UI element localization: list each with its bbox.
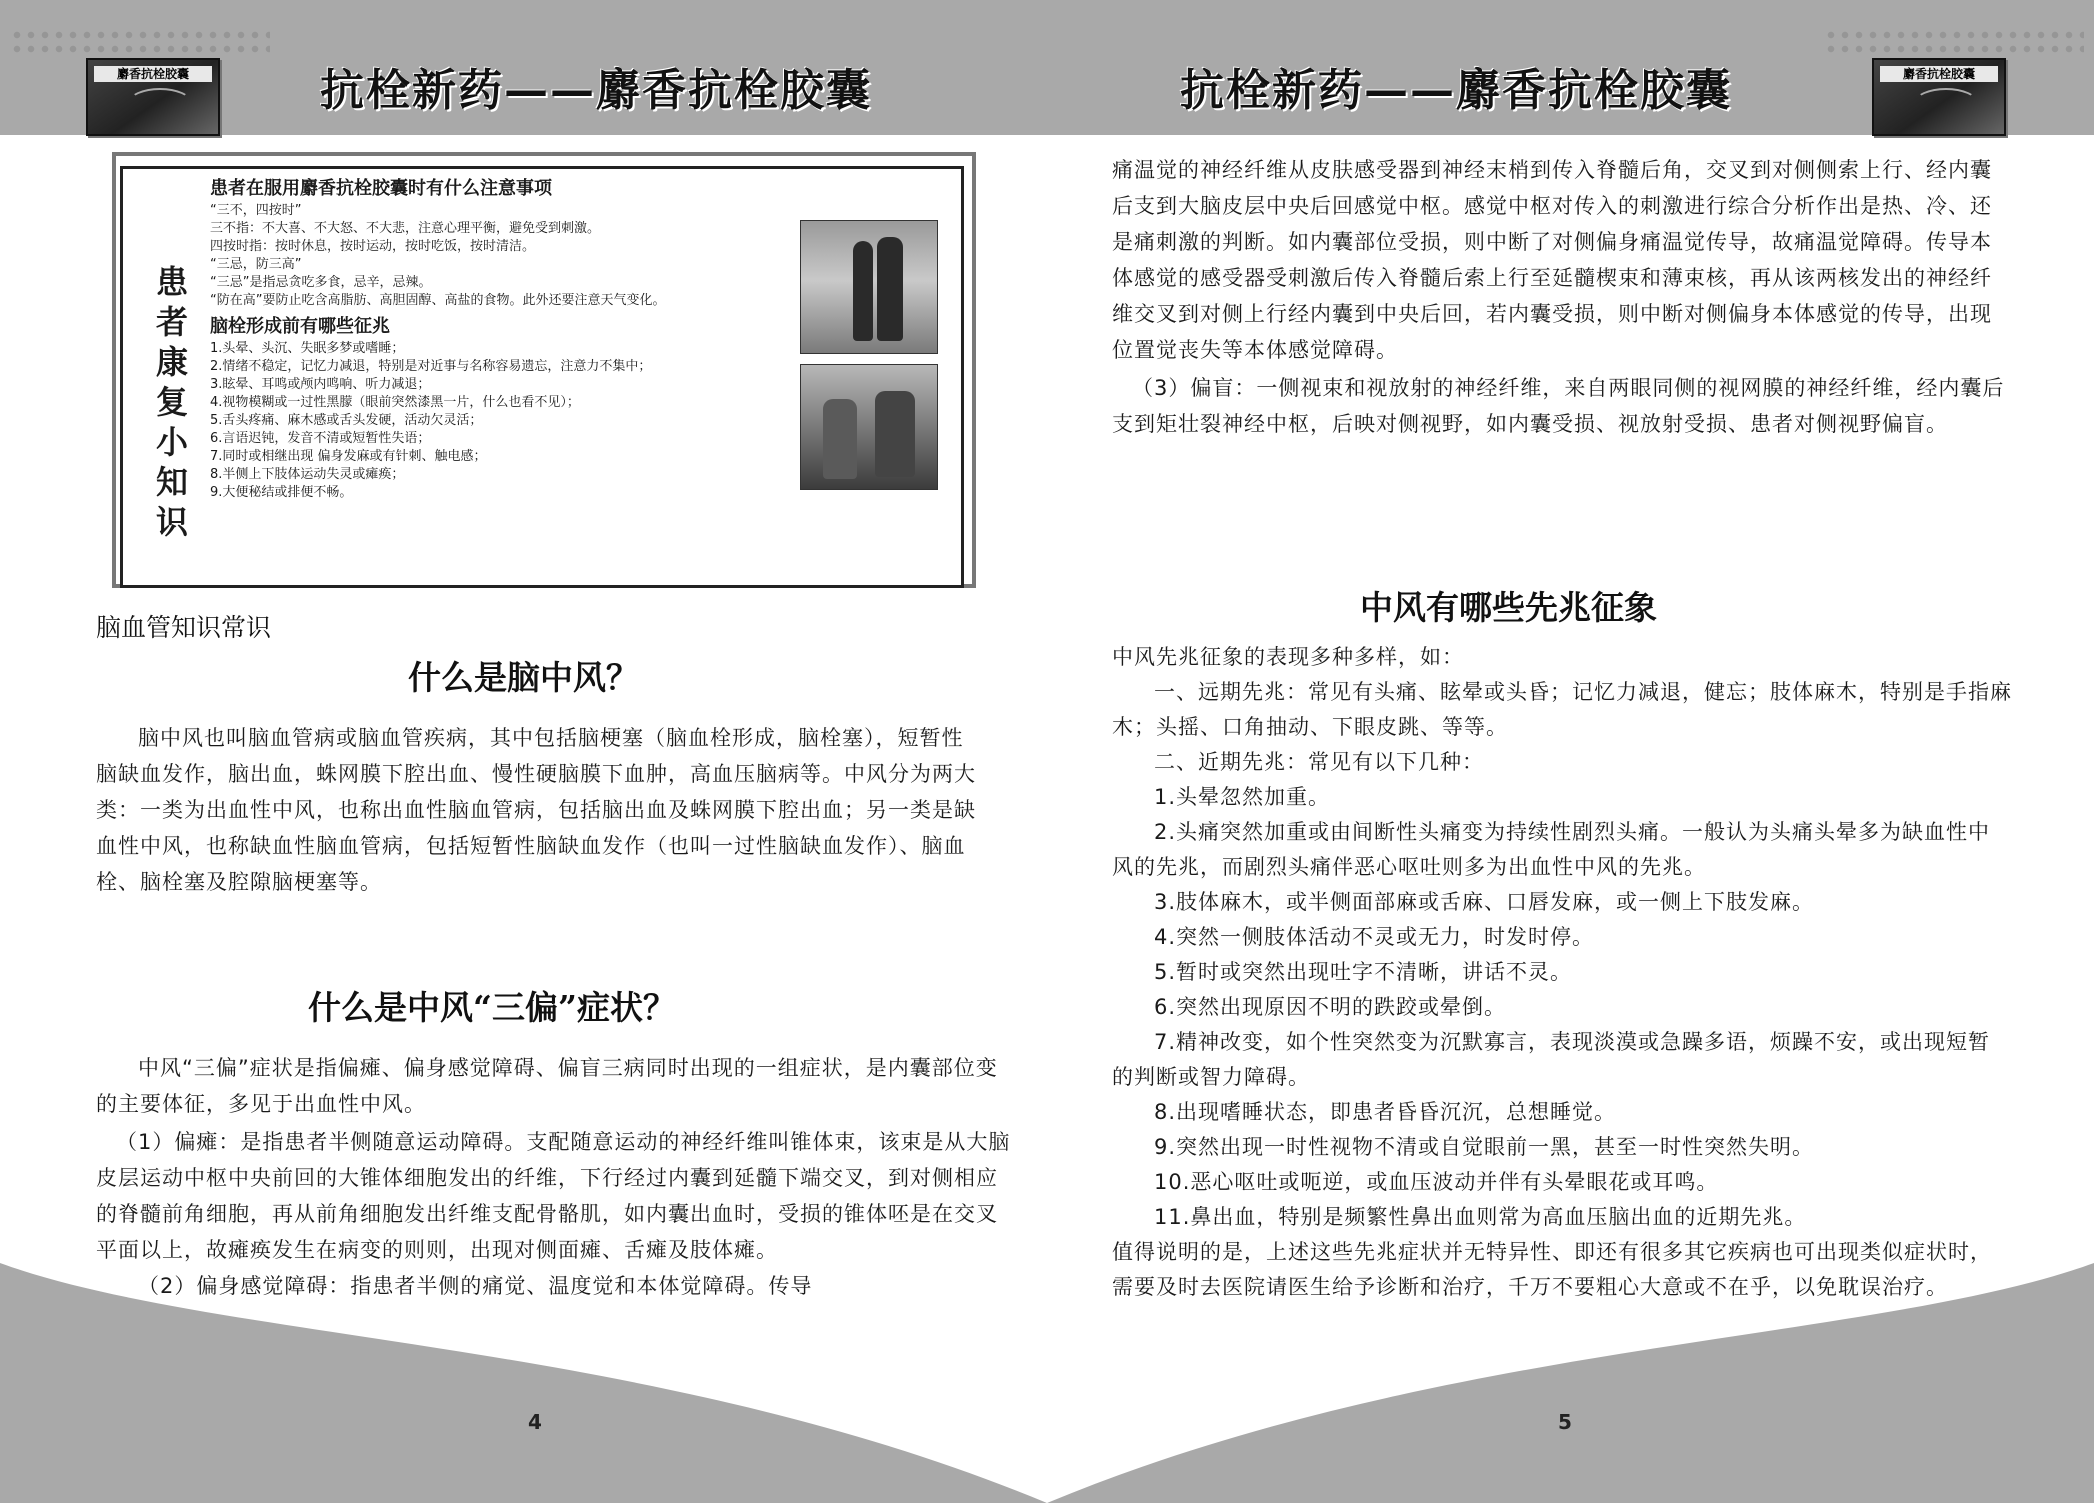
warning-item: 3.肢体麻木，或半侧面部麻或舌麻、口唇发麻，或一侧上下肢发麻。	[1154, 890, 1815, 914]
paragraph-stroke-definition: 脑中风也叫脑血管病或脑血管疾病，其中包括脑梗塞（脑血栓形成，脑栓塞），短暂性脑缺血发作，脑出血，蛛网膜下腔出血、慢性硬脑膜下血肿，高血压脑病等。中风分为两大类：一类为出血性中风，也称出血性脑血管病，包括脑出血及蛛网膜下腔出血；另一类是缺血性中风，也称缺血性脑血管病，包括短暂性脑缺血发作（也叫一过性脑缺血发作）、脑血栓、脑栓塞及腔隙脑梗塞等。	[96, 726, 976, 894]
warning-intro: 中风先兆征象的表现多种多样，如：	[1112, 645, 1464, 669]
elderly-couple-sitting-photo	[800, 364, 938, 490]
box-heading-warning-signs: 脑栓形成前有哪些征兆	[210, 316, 390, 337]
paragraph-sensory-disorder: （2）偏身感觉障碍：指患者半侧的痛觉、温度觉和本体觉障碍。传导	[138, 1274, 813, 1298]
box-list-item: 7.同时或相继出现 偏身发麻或有针刺、触电感；	[210, 449, 487, 464]
page-number-right: 5	[1558, 1410, 1572, 1434]
warning-item: 11.鼻出血，特别是频繁性鼻出血则常为高血压脑出血的近期先兆。	[1154, 1205, 1807, 1229]
warning-item: 4.突然一侧肢体活动不灵或无力，时发时停。	[1154, 925, 1595, 949]
info-box-content	[210, 176, 790, 502]
right-page-continuation	[1112, 152, 2012, 442]
box-list-item: 9.大便秘结或排便不畅。	[210, 485, 353, 500]
left-page-body	[96, 1050, 1016, 1304]
box-line: “三忌”是指忌贪吃多食，忌辛，忌辣。	[210, 275, 432, 290]
warning-item: 1.头晕忽然加重。	[1154, 785, 1331, 809]
warning-item: 6.突然出现原因不明的跌跤或晕倒。	[1154, 995, 1507, 1019]
header-title-left: 抗栓新药——麝香抗栓胶囊	[320, 65, 872, 116]
product-label: 麝香抗栓胶囊	[1880, 66, 1998, 82]
right-page-warning-list	[1112, 640, 2012, 1305]
header-dots-left	[10, 28, 270, 58]
vertical-box-title: 患者康复小知识	[155, 263, 188, 541]
elderly-couple-walking-photo	[800, 220, 938, 354]
box-list-item: 3.眩晕、耳鸣或颅内鸣响、听力减退；	[210, 377, 431, 392]
product-box-image-left	[86, 58, 220, 136]
box-list-item: 8.半侧上下肢体运动失灵或瘫痪；	[210, 467, 405, 482]
header-band	[0, 0, 2094, 135]
section-label: 脑血管知识常识	[96, 613, 272, 642]
swoosh-graphic	[1914, 88, 1978, 118]
warning-item: 9.突然出现一时性视物不清或自觉眼前一黑，甚至一时性突然失明。	[1154, 1135, 1815, 1159]
conclusion-paragraph: 值得说明的是，上述这些先兆症状并无特异性、即还有很多其它疾病也可出现类似症状时，需要及时去医院请医生给予诊断和治疗，千万不要粗心大意或不在乎，以免耽误治疗。	[1112, 1240, 1992, 1299]
section-title-stroke: 什么是脑中风？	[408, 658, 639, 697]
warning-item: 5.暂时或突然出现吐字不清晰，讲话不灵。	[1154, 960, 1573, 984]
swoosh-graphic	[128, 88, 192, 118]
section-title-warning-signs: 中风有哪些先兆征象	[1360, 588, 1657, 627]
paragraph-sensory-continuation: 痛温觉的神经纤维从皮肤感受器到神经末梢到传入脊髓后角，交叉到对侧侧索上行、经内囊后支到大脑皮层中央后回感觉中枢。感觉中枢对传入的刺激进行综合分析作出是热、冷、还是痛刺激的判断。如内囊部位受损，则中断了对侧偏身痛温觉传导，故痛温觉障碍。传导本体感觉的感受器受刺激后传入脊髓后索上行至延髓楔束和薄束核，再从该两核发出的神经纤维交叉到对侧上行经内囊到中央后回，若内囊受损，则中断对侧偏身本体感觉的传导，出现位置觉丧失等本体感觉障碍。	[1112, 158, 1992, 362]
product-label: 麝香抗栓胶囊	[94, 66, 212, 82]
box-line: “三不，四按时”	[210, 203, 302, 218]
section-title-three-symptoms: 什么是中风“三偏”症状？	[308, 988, 676, 1027]
page-number-left: 4	[528, 1410, 542, 1434]
paragraph-hemiplegia: （1）偏瘫：是指患者半侧随意运动障碍。支配随意运动的神经纤维叫锥体束，该束是从大脑皮层运动中枢中央前回的大锥体细胞发出的纤维，下行经过内囊到延髓下端交叉，到对侧相应的脊髓前角细胞，再从前角细胞发出纤维支配骨骼肌，如内囊出血时，受损的锥体呸是在交叉平面以上，故瘫痪发生在病变的则则，出现对侧面瘫、舌瘫及肢体瘫。	[96, 1130, 1011, 1262]
short-term-signs-heading: 二、近期先兆：常见有以下几种：	[1154, 750, 1484, 774]
box-list-item: 4.视物模糊或一过性黑朦（眼前突然漆黑一片，什么也看不见）；	[210, 395, 580, 410]
box-list-item: 1.头晕、头沉、失眠多梦或嗜睡；	[210, 341, 405, 356]
warning-item: 2.头痛突然加重或由间断性头痛变为持续性剧烈头痛。一般认为头痛头晕多为缺血性中风的先兆，而剧烈头痛伴恶心呕吐则多为出血性中风的先兆。	[1112, 820, 1991, 879]
product-box-image-right	[1872, 58, 2006, 136]
header-dots-right	[1824, 28, 2084, 58]
box-heading-precautions: 患者在服用麝香抗栓胶囊时有什么注意事项	[210, 178, 552, 199]
box-line: 四按时指：按时休息，按时运动，按时吃饭，按时清洁。	[210, 239, 536, 254]
box-line: “防在高”要防止吃含高脂肪、高胆固醇、高盐的食物。此外还要注意天气变化。	[210, 293, 666, 308]
header-title-right: 抗栓新药——麝香抗栓胶囊	[1180, 65, 1732, 116]
paragraph-hemianopia: （3）偏盲：一侧视束和视放射的神经纤维，来自两眼同侧的视网膜的神经纤维，经内囊后支到矩壮裂神经中枢，后映对侧视野，如内囊受损、视放射受损、患者对侧视野偏盲。	[1112, 376, 2005, 436]
warning-item: 7.精神改变，如个性突然变为沉默寡言，表现淡漠或急躁多语，烦躁不安，或出现短暂的判断或智力障碍。	[1112, 1030, 1991, 1089]
box-list-item: 6.言语迟钝，发音不清或短暂性失语；	[210, 431, 431, 446]
box-line: 三不指：不大喜、不大怒、不大悲，注意心理平衡，避免受到刺激。	[210, 221, 601, 236]
box-line: “三忌，防三高”	[210, 257, 302, 272]
box-list-item: 2.情绪不稳定，记忆力减退，特别是对近事与名称容易遗忘，注意力不集中；	[210, 359, 652, 374]
long-term-signs: 一、远期先兆：常见有头痛、眩晕或头昏；记忆力减退，健忘；肢体麻木，特别是手指麻木；头摇、口角抽动、下眼皮跳、等等。	[1112, 680, 2012, 739]
box-list-item: 5.舌头疼痛、麻木感或舌头发硬，活动欠灵活；	[210, 413, 483, 428]
warning-item: 10.恶心呕吐或呃逆，或血压波动并伴有头晕眼花或耳鸣。	[1154, 1170, 1719, 1194]
paragraph-three-symptoms: 中风“三偏”症状是指偏瘫、偏身感觉障碍、偏盲三病同时出现的一组症状，是内囊部位变的主要体征，多见于出血性中风。	[96, 1056, 998, 1116]
warning-item: 8.出现嗜睡状态，即患者昏昏沉沉，总想睡觉。	[1154, 1100, 1617, 1124]
